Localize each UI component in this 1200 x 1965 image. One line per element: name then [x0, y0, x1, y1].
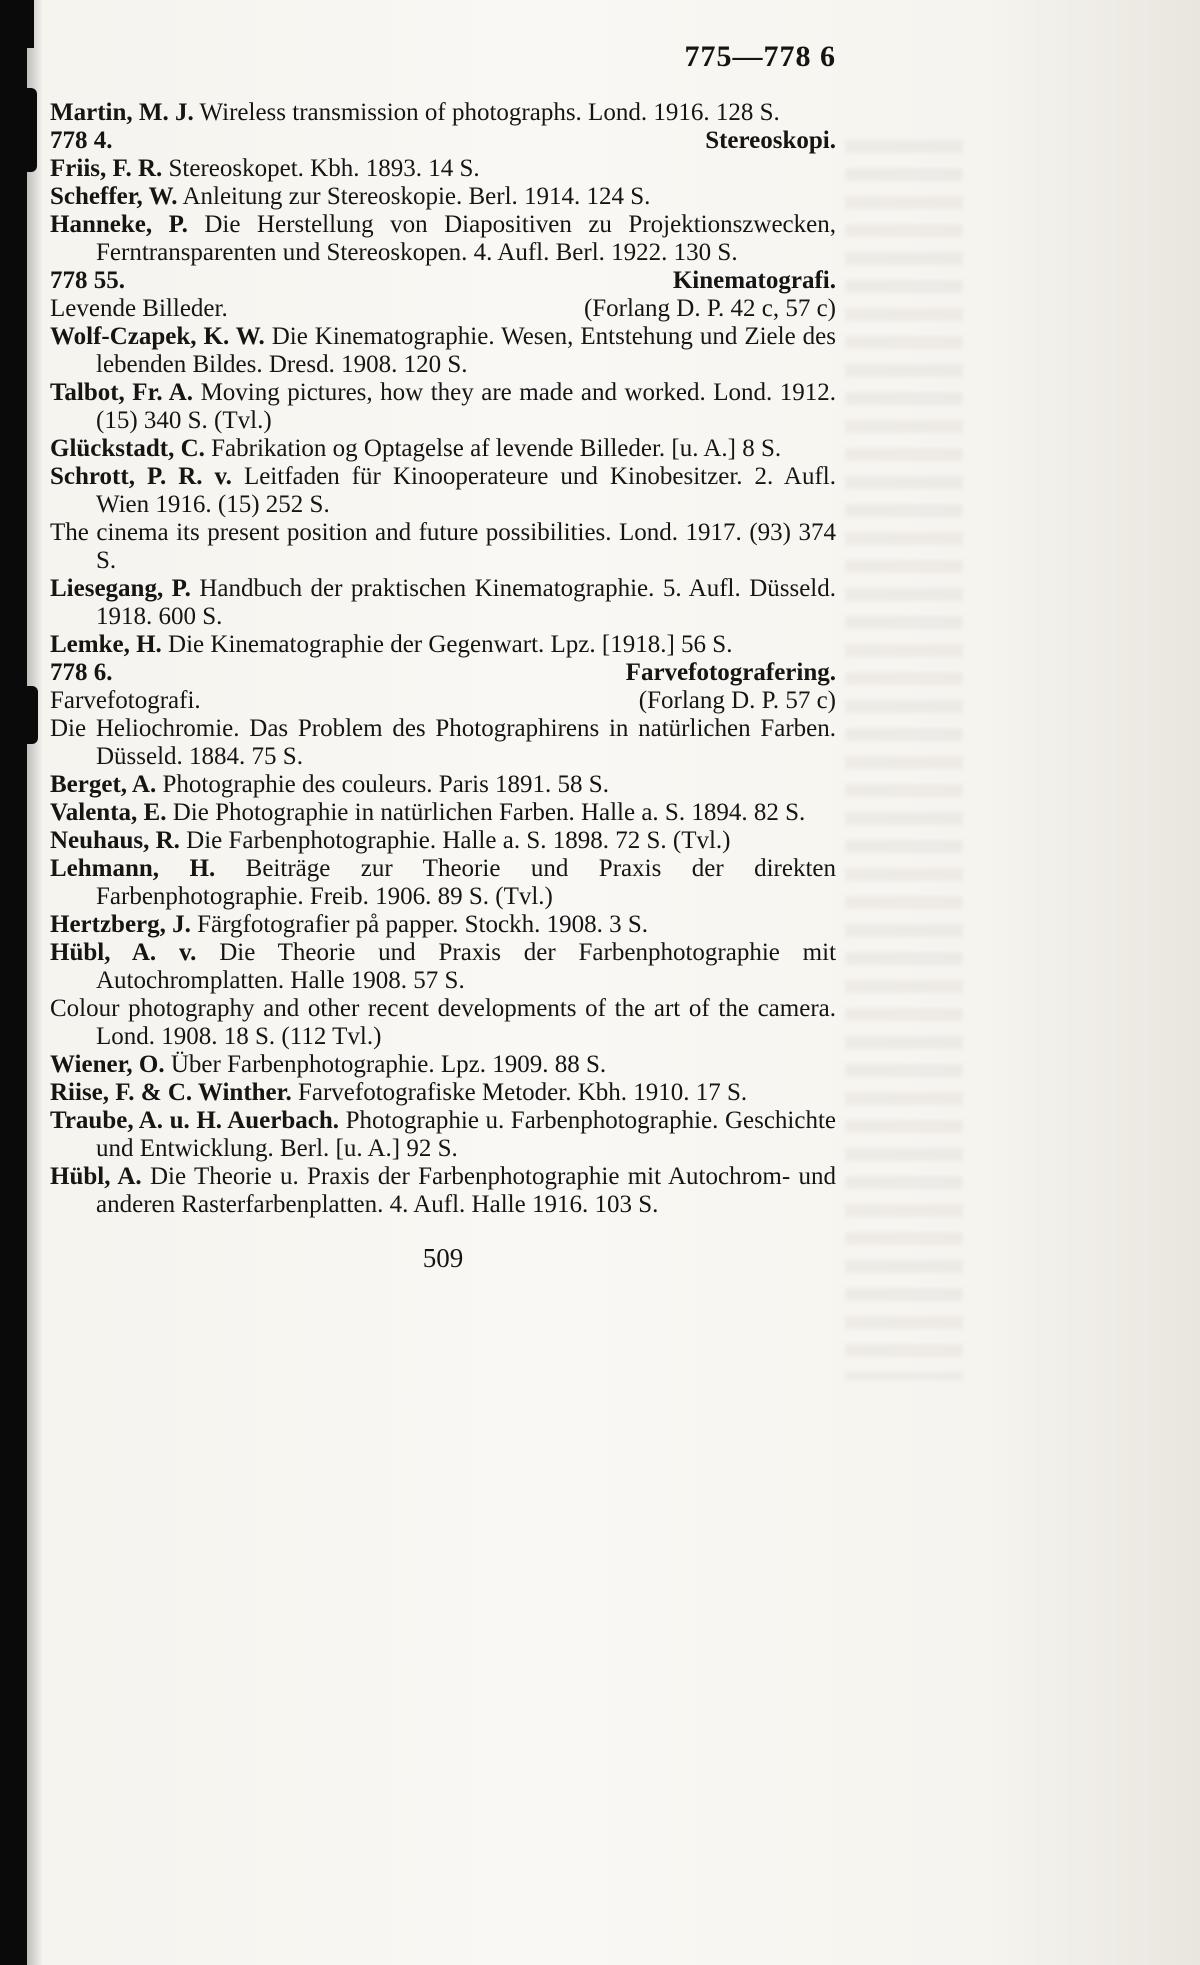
entry-text: Über Farbenphotographie. Lpz. 1909. 88 S.	[170, 1051, 607, 1078]
entry-author: Wolf-Czapek, K. W.	[50, 323, 265, 350]
section-title: Farvefotografering.	[625, 659, 836, 686]
entry-author: Hanneke, P.	[50, 211, 188, 238]
entry-author: Hertzberg, J.	[50, 911, 191, 938]
bibliography-entry	[50, 631, 836, 659]
section-heading	[50, 659, 836, 687]
entry-text: Die Farbenphotographie. Halle a. S. 1898. 72 S. (Tvl.)	[186, 827, 731, 854]
entry-text: Die Theorie u. Praxis der Farbenphotographie mit Autochrom- und anderen Rasterfarbenplatten. 4. Aufl. Halle 1916. 103 S.	[96, 1163, 837, 1218]
cross-reference-note: (Forlang D. P. 57 c)	[638, 687, 836, 714]
entry-text: Fabrikation og Optagelse af levende Billeder. [u. A.] 8 S.	[211, 435, 782, 462]
running-head	[50, 40, 836, 74]
bibliography-entry	[50, 827, 836, 855]
running-head-section-range: 775—778 6	[684, 40, 836, 73]
bibliography-entry	[50, 211, 836, 267]
entry-text: Die Theorie und Praxis der Farbenphotographie mit Autochromplatten. Halle 1908. 57 S.	[96, 939, 837, 994]
bibliography-entry	[50, 379, 836, 435]
bibliography-entry	[50, 799, 836, 827]
entry-author: Schrott, P. R. v.	[50, 463, 232, 490]
entry-text: The cinema its present position and future possibilities. Lond. 1917. (93) 374 S.	[50, 519, 836, 574]
bibliography-entry	[50, 99, 836, 127]
entry-author: Glückstadt, C.	[50, 435, 205, 462]
entry-author: Friis, F. R.	[50, 155, 163, 182]
entry-text: Die Kinematographie der Gegenwart. Lpz. [1918.] 56 S.	[168, 631, 733, 658]
entry-author: Riise, F. & C. Winther.	[50, 1079, 292, 1106]
entry-text: Die Heliochromie. Das Problem des Photographirens in natürlichen Farben. Düsseld. 1884. 75 S.	[50, 715, 836, 770]
entry-author: Wiener, O.	[50, 1051, 165, 1078]
entry-text: Leitfaden für Kinooperateure und Kinobesitzer. 2. Aufl. Wien 1916. (15) 252 S.	[96, 463, 836, 518]
bibliography-entry	[50, 435, 836, 463]
entry-author: Hübl, A. v.	[50, 939, 197, 966]
entry-text: Färgfotografier på papper. Stockh. 1908. 3 S.	[197, 911, 648, 938]
entry-text: Handbuch der praktischen Kinematographie. 5. Aufl. Düsseld. 1918. 600 S.	[96, 575, 836, 630]
section-heading	[50, 267, 836, 295]
section-number: 778 4.	[50, 127, 113, 154]
entry-text: Anleitung zur Stereoskopie. Berl. 1914. 124 S.	[182, 183, 651, 210]
cross-reference-line	[50, 687, 836, 715]
entry-text: Die Photographie in natürlichen Farben. Halle a. S. 1894. 82 S.	[172, 799, 806, 826]
entry-text: Moving pictures, how they are made and worked. Lond. 1912. (15) 340 S. (Tvl.)	[96, 379, 836, 434]
entry-text: Die Herstellung von Diapositiven zu Projektionszwecken, Ferntransparenten und Stereoskopen. 4. Aufl. Berl. 1922. 130 S.	[96, 211, 836, 266]
bibliography-entry	[50, 939, 836, 995]
entry-author: Lemke, H.	[50, 631, 162, 658]
bibliography-entry	[50, 1079, 836, 1107]
bibliography-entry	[50, 183, 836, 211]
page-number: 509	[422, 1243, 464, 1273]
entry-text: Colour photography and other recent developments of the art of the camera. Lond. 1908. 18 S. (112 Tvl.)	[50, 995, 836, 1050]
bibliography-entry	[50, 155, 836, 183]
bibliography-entry	[50, 715, 836, 771]
bibliography-entry	[50, 323, 836, 379]
entry-author: Liesegang, P.	[50, 575, 191, 602]
entry-text: Beiträge zur Theorie und Praxis der direkten Farbenphotographie. Freib. 1906. 89 S. (Tvl.)	[96, 855, 837, 910]
entry-text: Wireless transmission of photographs. Lond. 1916. 128 S.	[199, 99, 780, 126]
section-heading	[50, 127, 836, 155]
cross-reference-note: (Forlang D. P. 42 c, 57 c)	[583, 295, 836, 322]
bibliography-entry	[50, 855, 836, 911]
entry-author: Scheffer, W.	[50, 183, 178, 210]
scan-artifact	[0, 0, 34, 48]
entry-author: Martin, M. J.	[50, 99, 194, 126]
entry-text: Photographie u. Farbenphotographie. Geschichte und Entwicklung. Berl. [u. A.] 92 S.	[96, 1107, 837, 1162]
bibliography-entry	[50, 995, 836, 1051]
entry-author: Hübl, A.	[50, 1163, 142, 1190]
entry-author: Valenta, E.	[50, 799, 167, 826]
bibliography-entry	[50, 575, 836, 631]
cross-reference-term: Farvefotografi.	[50, 687, 201, 714]
entry-text: Stereoskopet. Kbh. 1893. 14 S.	[168, 155, 480, 182]
entry-text: Photographie des couleurs. Paris 1891. 58 S.	[162, 771, 609, 798]
scan-artifact	[0, 88, 37, 172]
entry-text: Farvefotografiske Metoder. Kbh. 1910. 17 S.	[297, 1079, 748, 1106]
bibliography-entry	[50, 771, 836, 799]
cross-reference-line	[50, 295, 836, 323]
bibliography-entry	[50, 1051, 836, 1079]
section-title: Stereoskopi.	[705, 127, 836, 154]
bibliography-entry	[50, 463, 836, 519]
entry-author: Lehmann, H.	[50, 855, 216, 882]
entry-author: Traube, A. u. H. Auerbach.	[50, 1107, 340, 1134]
cross-reference-term: Levende Billeder.	[50, 295, 228, 322]
book-binding-edge	[0, 0, 27, 1965]
entry-author: Neuhaus, R.	[50, 827, 180, 854]
bibliography-entry	[50, 1107, 836, 1163]
section-title: Kinematografi.	[672, 267, 836, 294]
section-number: 778 6.	[50, 659, 113, 686]
section-number: 778 55.	[50, 267, 125, 294]
entry-author: Talbot, Fr. A.	[50, 379, 194, 406]
entry-author: Berget, A.	[50, 771, 157, 798]
bleed-through-artifact	[845, 140, 963, 1380]
page-content	[50, 40, 836, 1274]
scan-artifact	[0, 686, 38, 744]
bibliography-list	[50, 99, 836, 1219]
bibliography-entry	[50, 519, 836, 575]
entry-text: Die Kinematographie. Wesen, Entstehung und Ziele des lebenden Bildes. Dresd. 1908. 120 S.	[96, 323, 836, 378]
bibliography-entry	[50, 1163, 836, 1219]
bibliography-entry	[50, 911, 836, 939]
